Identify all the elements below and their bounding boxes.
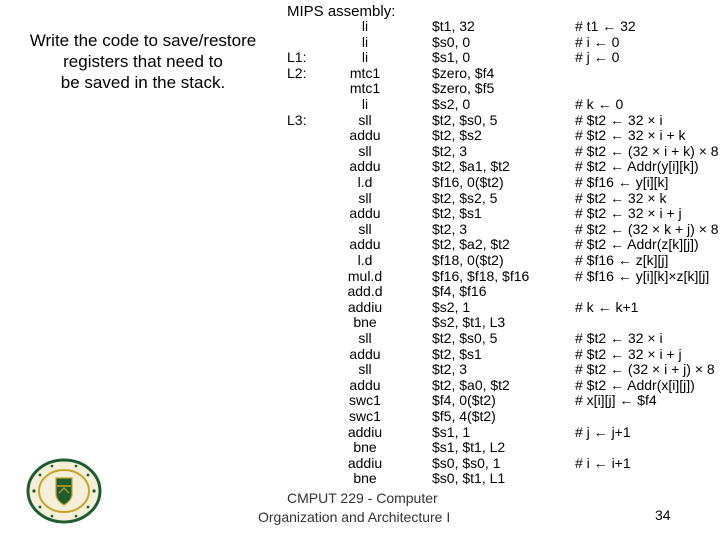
code-instruction: bne bbox=[353, 439, 377, 456]
code-instruction: sll bbox=[358, 189, 372, 206]
code-instruction: addu bbox=[349, 236, 381, 253]
code-line bbox=[0, 50, 720, 66]
code-comment: # i ← i+1 bbox=[575, 454, 631, 471]
code-line bbox=[0, 81, 720, 97]
code-instruction: addu bbox=[349, 345, 381, 362]
code-instruction: swc1 bbox=[349, 408, 381, 424]
code-operands: $t1, 32 bbox=[432, 18, 475, 34]
code-operands: $f16, $f18, $f16 bbox=[432, 267, 530, 284]
code-comment: # $t2 ← Addr(y[i][k]) bbox=[575, 158, 699, 175]
code-instruction: sll bbox=[358, 220, 372, 237]
code-operands: $t2, 3 bbox=[432, 142, 468, 159]
code-line bbox=[0, 35, 720, 51]
code-instruction: sll bbox=[358, 142, 372, 159]
code-instruction: mtc1 bbox=[349, 64, 381, 81]
code-operands: $t2, $s2 bbox=[432, 127, 482, 144]
code-instruction: add.d bbox=[347, 283, 383, 300]
code-line bbox=[0, 300, 720, 316]
code-operands: $t2, $s0, 5 bbox=[432, 111, 498, 128]
code-instruction: bne bbox=[353, 314, 377, 331]
code-instruction: addu bbox=[349, 376, 381, 393]
code-line bbox=[0, 362, 720, 378]
code-operands: $f4, $f16 bbox=[432, 283, 487, 300]
code-operands: $s2, $t1, L3 bbox=[432, 314, 506, 331]
code-operands: $s0, 0 bbox=[432, 33, 471, 50]
code-line bbox=[0, 222, 720, 238]
university-seal-logo bbox=[26, 458, 102, 524]
code-line bbox=[0, 471, 720, 487]
code-line bbox=[0, 284, 720, 300]
code-comment: # $t2 ← (32 × i + k) × 8 bbox=[575, 142, 719, 159]
code-instruction: swc1 bbox=[349, 392, 381, 409]
page-number: 34 bbox=[655, 507, 671, 523]
code-comment: # $t2 ← 32 × i + j bbox=[575, 345, 682, 362]
code-line bbox=[0, 128, 720, 144]
code-instruction: addiu bbox=[347, 298, 383, 315]
code-line bbox=[0, 378, 720, 394]
code-operands: $s1, 0 bbox=[432, 49, 471, 66]
code-operands: $f18, 0($t2) bbox=[432, 252, 504, 268]
code-instruction: l.d bbox=[357, 174, 373, 190]
code-instruction: addu bbox=[349, 127, 381, 144]
code-line bbox=[0, 425, 720, 441]
code-comment: # $t2 ← Addr(z[k][j]) bbox=[575, 236, 699, 253]
code-comment: # $t2 ← Addr(x[i][j]) bbox=[575, 376, 695, 393]
code-operands: $f4, 0($t2) bbox=[432, 392, 496, 409]
code-comment: # $t2 ← 32 × k bbox=[575, 189, 667, 206]
code-label: L1: bbox=[287, 49, 307, 66]
code-comment: # $f16 ← z[k][j] bbox=[575, 252, 669, 268]
code-operands: $s0, $t1, L1 bbox=[432, 470, 506, 487]
code-operands: $zero, $f5 bbox=[432, 80, 495, 97]
code-instruction: mul.d bbox=[347, 267, 383, 284]
code-comment: # $t2 ← (32 × k + j) × 8 bbox=[575, 220, 719, 237]
footer-organization: Organization and Architecture I bbox=[258, 509, 451, 525]
code-comment: # $t2 ← 32 × i bbox=[575, 111, 663, 128]
code-comment: # k ← k+1 bbox=[575, 298, 639, 315]
code-comment: # $t2 ← 32 × i + j bbox=[575, 205, 682, 222]
code-instruction: sll bbox=[358, 361, 372, 378]
code-line bbox=[0, 393, 720, 409]
code-operands: $zero, $f4 bbox=[432, 64, 495, 81]
code-line bbox=[0, 253, 720, 269]
code-comment: # j ← j+1 bbox=[575, 423, 631, 440]
code-line bbox=[0, 409, 720, 425]
code-operands: $s0, $s0, 1 bbox=[432, 454, 501, 471]
code-line bbox=[0, 66, 720, 82]
code-instruction: mtc1 bbox=[349, 80, 381, 97]
code-operands: $t2, $a0, $t2 bbox=[432, 376, 510, 393]
code-operands: $s1, $t1, L2 bbox=[432, 439, 506, 456]
code-comment: # t1 ← 32 bbox=[575, 18, 636, 34]
footer-course: CMPUT 229 - Computer bbox=[287, 490, 438, 506]
prompt-line: be saved in the stack. bbox=[60, 73, 226, 92]
prompt-line: registers that need to bbox=[63, 52, 223, 71]
code-line bbox=[0, 331, 720, 347]
code-instruction: addiu bbox=[347, 454, 383, 471]
code-line bbox=[0, 191, 720, 207]
code-operands: $s2, 1 bbox=[432, 298, 471, 315]
code-instruction: li bbox=[361, 18, 369, 34]
code-instruction: bne bbox=[353, 470, 377, 487]
code-line bbox=[0, 19, 720, 35]
code-comment: # $f16 ← y[i][k] bbox=[575, 174, 669, 190]
code-line bbox=[0, 456, 720, 472]
code-instruction: l.d bbox=[357, 252, 373, 268]
code-line bbox=[0, 315, 720, 331]
code-instruction: li bbox=[361, 96, 369, 112]
code-header: MIPS assembly: bbox=[287, 3, 396, 20]
prompt-line: Write the code to save/restore bbox=[29, 31, 257, 50]
code-comment: # x[i][j] ← $f4 bbox=[575, 392, 657, 409]
code-operands: $t2, $s1 bbox=[432, 205, 482, 222]
code-operands: $t2, $s0, 5 bbox=[432, 330, 498, 346]
code-label: L3: bbox=[287, 111, 307, 128]
code-operands: $f5, 4($t2) bbox=[432, 408, 496, 424]
code-operands: $s2, 0 bbox=[432, 96, 471, 112]
code-comment: # $t2 ← 32 × i bbox=[575, 330, 663, 346]
code-comment: # j ← 0 bbox=[575, 49, 620, 66]
code-line bbox=[0, 159, 720, 175]
code-operands: $t2, $a2, $t2 bbox=[432, 236, 510, 253]
code-operands: $t2, $s2, 5 bbox=[432, 189, 498, 206]
code-line bbox=[0, 175, 720, 191]
code-comment: # i ← 0 bbox=[575, 33, 620, 50]
code-instruction: li bbox=[361, 33, 369, 50]
code-line bbox=[0, 97, 720, 113]
code-operands: $t2, $a1, $t2 bbox=[432, 158, 510, 175]
code-line bbox=[0, 269, 720, 285]
code-line bbox=[0, 237, 720, 253]
code-instruction: li bbox=[361, 49, 369, 66]
code-operands: $s1, 1 bbox=[432, 423, 471, 440]
code-operands: $t2, $s1 bbox=[432, 345, 482, 362]
code-instruction: addu bbox=[349, 158, 381, 175]
code-operands: $f16, 0($t2) bbox=[432, 174, 504, 190]
code-comment: # $f16 ← y[i][k]×z[k][j] bbox=[575, 267, 710, 284]
code-line bbox=[0, 144, 720, 160]
code-operands: $t2, 3 bbox=[432, 220, 468, 237]
code-comment: # $t2 ← 32 × i + k bbox=[575, 127, 686, 144]
code-instruction: sll bbox=[358, 111, 372, 128]
code-line bbox=[0, 206, 720, 222]
code-instruction: addu bbox=[349, 205, 381, 222]
code-instruction: addiu bbox=[347, 423, 383, 440]
code-label: L2: bbox=[287, 64, 307, 81]
code-comment: # $t2 ← (32 × i + j) × 8 bbox=[575, 361, 715, 378]
code-line bbox=[0, 113, 720, 129]
code-operands: $t2, 3 bbox=[432, 361, 468, 378]
code-comment: # k ← 0 bbox=[575, 96, 624, 112]
code-instruction: sll bbox=[358, 330, 372, 346]
code-line bbox=[0, 440, 720, 456]
code-line bbox=[0, 347, 720, 363]
